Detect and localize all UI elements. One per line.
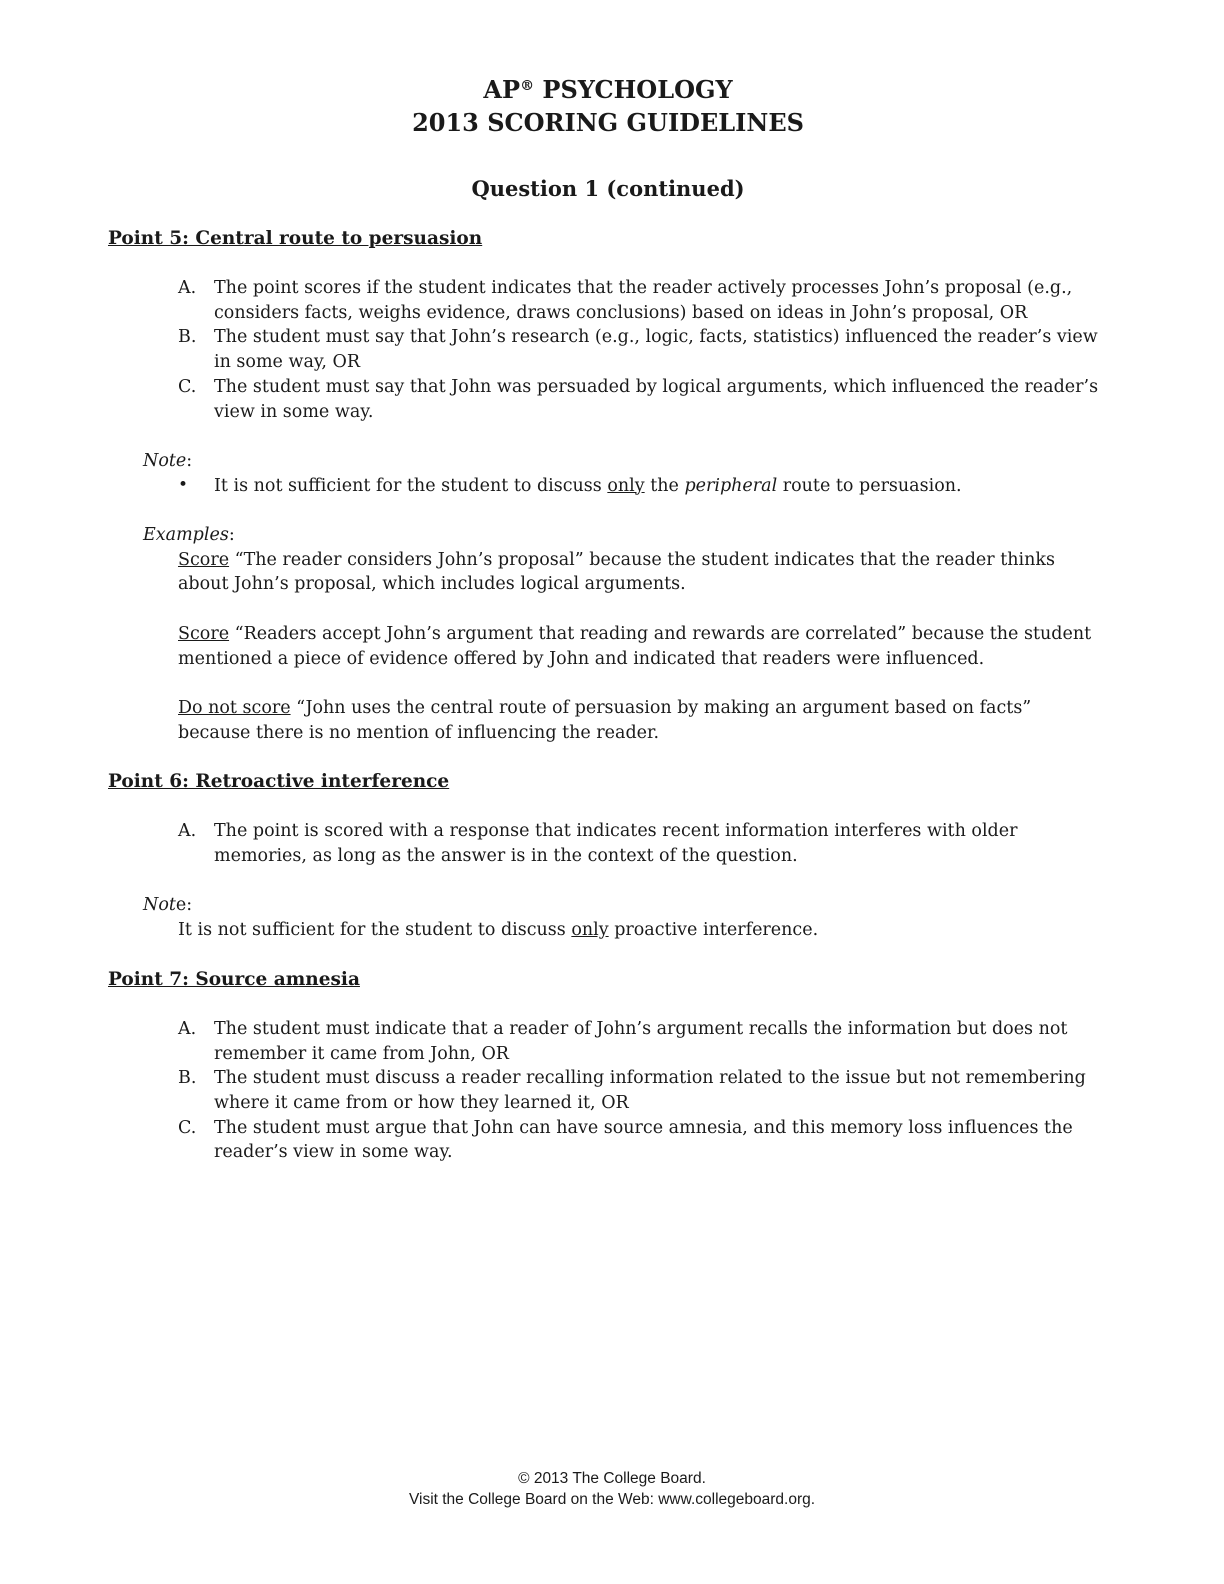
list-item xyxy=(108,1116,1108,1165)
point5-note-label: Note: xyxy=(143,450,193,471)
list-marker: A. xyxy=(178,278,197,298)
point5-criteria-list xyxy=(108,276,1108,424)
page-footer xyxy=(0,1468,1224,1510)
website-text: Visit the College Board on the Web: www.collegeboard.org. xyxy=(408,1491,816,1508)
list-item-text: The student must say that John was persuaded by logical arguments, which influenced the reader’s view in some way. xyxy=(214,376,1099,422)
list-marker: B. xyxy=(178,1068,197,1089)
list-item-text: The point is scored with a response that indicates recent information interferes with older memories, as long as the answer is in the context of the question. xyxy=(214,821,1018,866)
list-item-text: The student must discuss a reader recalling information related to the issue but not remembering where it came from or how they learned it, OR xyxy=(214,1068,1086,1113)
list-marker: A. xyxy=(178,821,197,842)
registered-mark: ® xyxy=(520,78,535,94)
point6-heading: Point 6: Retroactive interference xyxy=(108,771,450,793)
list-item-text: The student must say that John’s research (e.g., logic, facts, statistics) influenced the reader’s view in some way, OR xyxy=(214,327,1098,373)
point5-examples-label: Examples: xyxy=(143,525,235,545)
list-marker: C. xyxy=(178,1117,197,1138)
title-prefix: AP xyxy=(483,75,521,104)
bullet-icon: • xyxy=(178,474,189,495)
list-item-text: The student must indicate that a reader of John’s argument recalls the information but does not remember it came from John, OR xyxy=(214,1018,1068,1064)
list-marker: C. xyxy=(178,376,197,397)
emphasis-peripheral: peripheral xyxy=(684,475,778,496)
point6-note-label: Note: xyxy=(143,895,193,916)
copyright-text: © 2013 The College Board. xyxy=(518,1470,706,1487)
list-marker: A. xyxy=(178,1018,197,1039)
point6-note: It is not sufficient for the student to discuss only proactive interference. xyxy=(178,920,819,941)
point5-heading: Point 5: Central route to persuasion xyxy=(108,228,483,249)
point6-criteria-list xyxy=(108,819,1108,868)
example-label: Score xyxy=(178,623,230,644)
list-item xyxy=(108,819,1108,868)
list-item xyxy=(108,276,1108,325)
emphasis-only: only xyxy=(571,920,609,941)
question-subtitle: Question 1 (continued) xyxy=(471,176,745,201)
document-page xyxy=(108,70,1108,1165)
example-score-2: Score “Readers accept John’s argument that reading and rewards are correlated” because the student mentioned a piece of evidence offered by John and indicated that readers were influenced. xyxy=(178,623,1092,669)
point7-heading: Point 7: Source amnesia xyxy=(108,968,360,990)
example-score-1: Score “The reader considers John’s proposal” because the student indicates that the reader thinks about John’s proposal, which includes logical arguments. xyxy=(178,549,1055,595)
example-label: Do not score xyxy=(178,697,291,718)
list-item-text: The student must argue that John can have source amnesia, and this memory loss influences the reader’s view in some way. xyxy=(214,1117,1073,1163)
list-item xyxy=(108,1017,1108,1066)
list-marker: B. xyxy=(178,327,197,348)
point5-note: • It is not sufficient for the student to discuss only the peripheral route to persuasion. xyxy=(178,474,962,496)
list-item xyxy=(108,375,1108,424)
example-do-not-score: Do not score “John uses the central route of persuasion by making an argument based on facts” because there is no mention of influencing the reader. xyxy=(178,697,1032,743)
title-line2: 2013 SCORING GUIDELINES xyxy=(412,108,804,137)
document-title xyxy=(108,70,1108,139)
title-rest: PSYCHOLOGY xyxy=(534,75,733,104)
emphasis-only: only xyxy=(607,475,645,496)
list-item xyxy=(108,325,1108,374)
list-item xyxy=(108,1066,1108,1115)
point7-criteria-list xyxy=(108,1017,1108,1165)
example-label: Score xyxy=(178,549,230,570)
list-item-text: The point scores if the student indicates that the reader actively processes John’s proposal (e.g., considers facts, weighs evidence, draws conclusions) based on ideas in John’s proposal, OR xyxy=(214,278,1073,323)
